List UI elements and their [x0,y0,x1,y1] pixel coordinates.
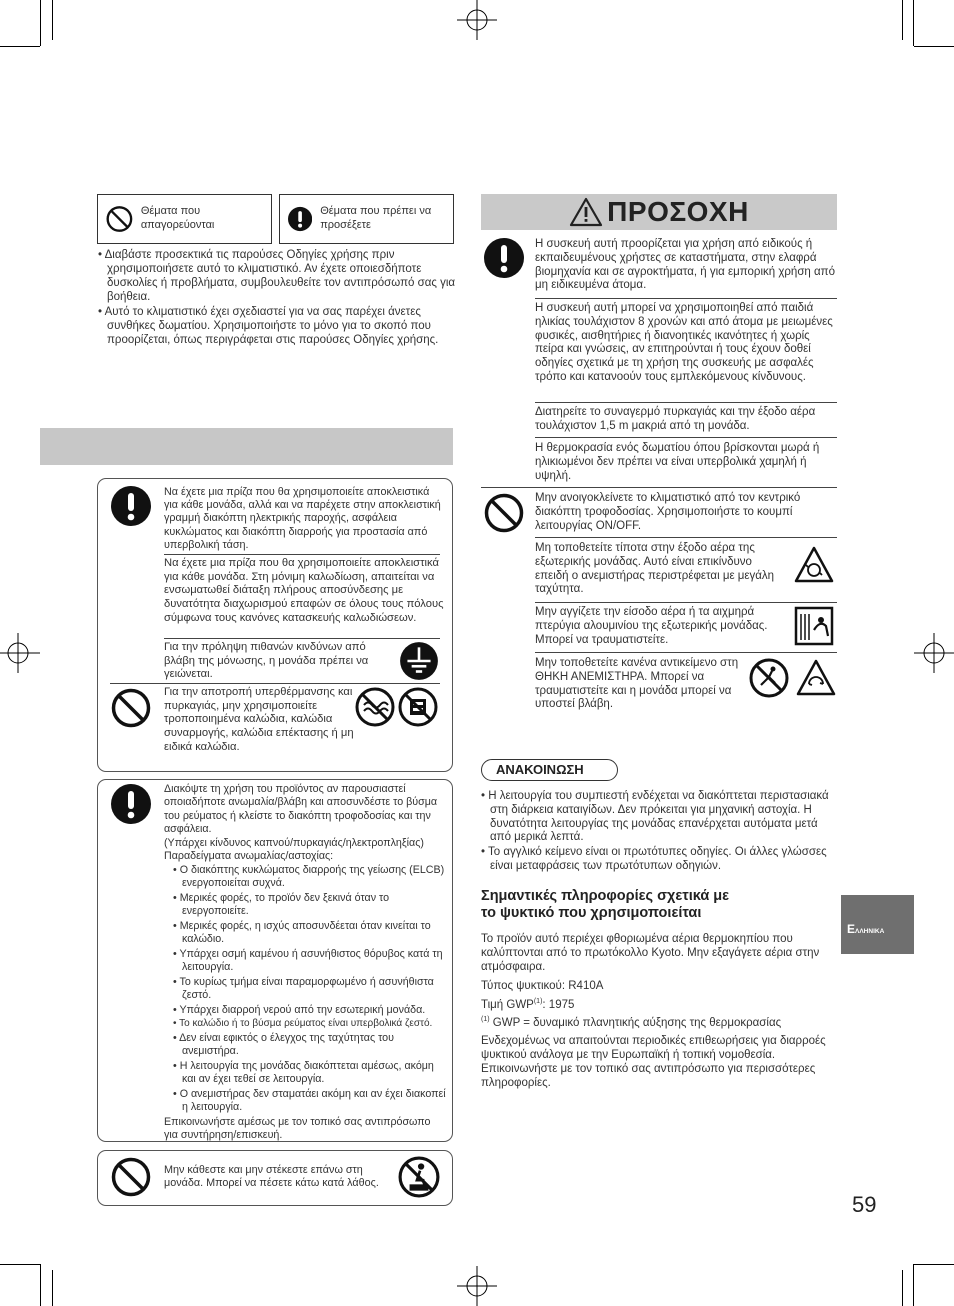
abnormality-bullet: • Μερικές φορές, το προϊόν δεν ξεκινά όταν το ενεργοποιείτε. [173,891,390,918]
caution-prohibited-item: Μη τοποθετείτε τίποτα στην έξοδο αέρα της εξωτερικής μονάδας. Αυτό είναι επικίνδυνο επειδή ο ανεμιστήρας περιστρέφεται με μεγάλη ταχύτητα. [535,542,775,596]
notice-bullet: • Το αγγλικό κείμενο είναι οι πρωτότυπες οδηγίες. Οι άλλες γλώσσες είναι μεταφράσεις των πρωτότυπων οδηγιών. [481,846,827,872]
caution-banner [481,194,837,230]
exclamation-icon [484,238,524,278]
stand-warning-text: Μην κάθεστε και μην στέκεστε επάνω στη μονάδα. Μπορεί να πέσετε κάτω κατά λάθος. [164,1164,379,1190]
gwp-line: Τιμή GWP$^{(1)}$: 1975 [481,998,575,1012]
abnormality-bullet: • Υπάρχει διαρροή νερού από την εσωτερική μονάδα. [173,1003,426,1016]
no-hand-in-fan-icon [749,658,789,698]
exclamation-icon [111,784,151,824]
caution-must-item: Η συσκευή αυτή προορίζεται για χρήση από ειδικούς ή εκπαιδευμένους χρήστες σε καταστήματα, στην ελαφρά βιομηχανία και σε αγροκτήματα, ή για εμπορική χρήση από μη ειδικευμένα άτομα. [535,238,835,292]
ground-icon [398,640,440,682]
caution-must-item: Διατηρείτε το συναγερμό πυρκαγιάς και την έξοδο αέρα τουλάχιστον 1,5 m μακριά από τη μονάδα. [535,406,816,432]
refrigerant-info: Το προϊόν αυτό περιέχει φθοριωμένα αέρια θερμοκηπίου που καλύπτονται από το πρωτόκολλο Kyoto. Μην εξαγάγετε αέρια στην ατμόσφαιρα. Τύπος ψυκτικού: R410A Τιμή GWP$^{(1)}$: 1975 $^{(1)}$ GWP = δυναμικό πλανητικής αύξησης της θερμοκρασίας Ενδεχομένως να απαιτούνται περιοδικές επιθεωρήσεις για διαρροές ψυκτικού ανάλογα με την Ευρωπαϊκή ή τοπική νομοθεσία. Επικοινωνήστε με τον τοπικό σας αντιπρόσωπο για περισσότερες πληροφορίες. [481,932,837,1090]
crop-mark [914,1264,954,1265]
notice-bullets [481,790,837,875]
crop-mark [913,0,914,46]
crop-mark [902,1270,903,1306]
registration-mark [457,1266,497,1306]
abnormality-bullet: • Το καλώδιο ή το βύσμα ρεύματος είναι υπερβολικά ζεστό. [173,1018,433,1030]
crop-mark [0,1264,40,1265]
abnormality-bullet: • Το κυρίως τμήμα είναι παραμορφωμένο ή ασυνήθιστα ζεστό. [173,975,434,1002]
warning-triangle-icon [569,197,603,227]
crop-mark [40,1264,41,1306]
registration-mark [0,633,40,673]
caution-must-item: Η συσκευή αυτή μπορεί να χρησιμοποιηθεί από παιδιά ηλικίας τουλάχιστον 8 χρονών και από άτομα με μειωμένες φυσικές, αισθητήριες ή διανοητικές ικανότητες ή χωρίς πείρα και γνώσεις, αν επιτηρούνται ή τους έχουν δοθεί οδηγίες σχετικά με τη χρήση της συσκευής με ασφαλές τρόπο και κατανοούν τους εμπλεκόμενους κίνδυνους. [535,302,833,383]
language-tab: EΛΛΗΝΙΚΑ [841,895,914,954]
crop-mark [52,0,53,40]
registration-mark [914,633,954,673]
abnormality-bullet: • Ο ανεμιστήρας δεν σταματάει ακόμη και αν έχει διακοπεί η λειτουργία. [173,1087,446,1114]
power-item-1: Να έχετε μια πρίζα που θα χρησιμοποιείτε αποκλειστικά για κάθε μονάδα, αλλά και να παρέχετε στην αποκλειστική γραμμή διακόπτη ηλεκτρικής παροχής, ασφάλεια κυκλώματος και διακόπτη διαρροής για προστασία από υπερβολική τάση. [164,486,441,551]
gwp-footnote: $^{(1)}$ GWP = δυναμικό πλανητικής αύξησης της θερμοκρασίας [481,1016,782,1030]
crop-mark [0,46,40,47]
crop-mark [902,0,903,40]
abnormality-text: Διακόψτε τη χρήση του προϊόντος αν παρουσιαστεί οποιαδήποτε ανωμαλία/βλάβη και αποσυνδέστε το βύσμα του ρεύματος ή κλείστε το διακόπτη τροφοδοσίας και την ασφάλεια. (Υπάρχει κίνδυνος καπνού/πυρκαγιάς/ηλεκτροπληξίας) Παραδείγματα ανωμαλίας/αστοχίας: • Ο διακόπτης κυκλώματος διαρροής της γείωσης (ELCB) ενεργοποιείται συχνά. • Μερικές φορές, το προϊόν δεν ξεκινά όταν το ενεργοποιείτε. • Μερικές φορές, η ισχύς αποσυνδέεται όταν κινείται το καλώδιο. • Υπάρχει οσμή καμένου ή ασυνήθιστος θόρυβος κατά τη λειτουργία. • Το κυρίως τμήμα είναι παραμορφωμένο ή ασυνήθιστα ζεστό. • Υπάρχει διαρροή νερού από την εσωτερική μονάδα. • Το καλώδιο ή το βύσμα ρεύματος είναι υπερβολικά ζεστό. • Δεν είναι εφικτός ο έλεγχος της ταχύτητας του ανεμιστήρα. • Η λειτουργία της μονάδας διακόπτεται αμέσως, ακόμη και αν έχει τεθεί σε λειτουργία. • Ο ανεμιστήρας δεν σταματάει ακόμη και αν έχει διακοπεί η λειτουργία. Επικοινωνήστε αμέσως με τον τοπικό σας αντιπρόσωπο για συντήρηση/επισκευή. [164,783,446,1142]
legend-must-label: Θέματα που πρέπει να προσέξετε [320,205,432,231]
registration-mark [457,0,497,40]
caution-prohibited-item: Μην ανοιγοκλείνετε το κλιματιστικό από τον κεντρικό διακόπτη τροφοδοσίας. Χρησιμοποιήστε το κουμπί λειτουργίας ON/OFF. [535,492,801,532]
caution-title: ΠΡΟΣΟΧΗ [607,195,749,227]
abnormality-bullet: • Ο διακόπτης κυκλώματος διαρροής της γείωσης (ELCB) ενεργοποιείται συχνά. [173,863,445,890]
warning-header-bar [40,428,453,465]
power-item-3: Για την πρόληψη πιθανών κινδύνων από βλάβη της μόνωσης, η μονάδα πρέπει να γειώνεται. [164,641,369,681]
power-prohibited-item: Για την αποτροπή υπερθέρμανσης και πυρκαγιάς, μην χρησιμοποιείτε τροποποιημένα καλώδια, καλώδια συναρμογής, καλώδια επέκτασης ή μη ειδικά καλώδια. [164,686,354,753]
power-item-2: Να έχετε μια πρίζα που θα χρησιμοποιείτε αποκλειστικά για κάθε μονάδα. Στη μόνιμη καλωδίωση, απαιτείται να ενσωματωθεί διάταξη πλήρους αποσύνδεσης με δυνατότητα διαχωρισμού επαφών σε όλους τους πόλους σύμφωνα τους κανόνες κατασκευής καλωδιώσεων. [164,557,444,624]
exclamation-icon [111,486,151,526]
caution-prohibited-item: Μην τοποθετείτε κανένα αντικείμενο στη ΘΗΚΗ ΑΝΕΜΙΣΤΗΡΑ. Μπορεί να τραυματιστείτε και η μονάδα μπορεί να υποστεί βλάβη. [535,657,739,711]
caution-prohibited-item: Μην αγγίζετε την είσοδο αέρα ή τα αιχμηρά πτερύγια αλουμινίου της εξωτερικής μονάδας. Μπορεί να τραυματιστείτε. [535,606,768,646]
abnormality-bullet: • Μερικές φορές, η ισχύς αποσυνδέεται όταν κινείται το καλώδιο. [173,919,431,946]
exclamation-icon [288,204,312,234]
intro-bullet: • Αυτό το κλιματιστικό έχει σχεδιαστεί για να σας παρέχει άνετες συνθήκες δωματίου. Χρησιμοποιήστε το μόνο για το σκοπό που προορίζεται, όπως περιγράφεται στις παρούσες Οδηγίες χρήσης. [98,306,439,347]
no-modified-cable-icon [355,687,395,727]
no-standing-icon [398,1156,440,1198]
prohibited-icon [111,1157,151,1197]
crop-mark [52,1270,53,1306]
legend-prohibited-label: Θέματα που απαγορεύονται [140,205,215,231]
crop-mark [913,1264,914,1306]
page-number: 59 [852,1192,877,1217]
abnormality-bullet: • Η λειτουργία της μονάδας διακόπτεται αμέσως, ακόμη και αν έχει τεθεί σε λειτουργία. [173,1059,434,1086]
notice-label: ΑΝΑΚΟΙΝΩΣΗ [481,759,618,781]
sharp-fins-warning-icon [794,606,834,646]
crop-mark [40,0,41,46]
prohibited-icon [106,205,133,233]
refrigerant-heading: Σημαντικές πληροφορίες σχετικά με το ψυκτικό που χρησιμοποιείται [481,888,730,922]
legend-prohibited [97,194,272,244]
intro-bullet: • Διαβάστε προσεκτικά τις παρούσες Οδηγίες χρήσης πριν χρησιμοποιήσετε αυτό το κλιματιστικό. Αν έχετε οποιεσδήποτε δυσκολίες ή προβλήματα, συμβουλευθείτε τον αντιπρόσωπό σας για βοήθεια. [98,249,456,304]
prohibited-icon [111,688,151,728]
caution-must-item: Η θερμοκρασία ενός δωματίου όπου βρίσκονται μωρά ή ηλικιωμένοι δεν πρέπει να είναι υπερβολικά χαμηλή ή υψηλή. [535,442,820,482]
no-extension-plug-icon [398,687,438,727]
notice-bullet: • Η λειτουργία του συμπιεστή ενδέχεται να διακόπτεται περιστασιακά στη διάρκεια καταιγίδων. Δεν πρόκειται για μηχανική αστοχία. Η δυνατότητα λειτουργίας της μονάδας επανέρχεται αυτόματα μετά από μερικά λεπτά. [481,790,829,844]
abnormality-bullet: • Δεν είναι εφικτός ο έλεγχος της ταχύτητας του ανεμιστήρα. [173,1031,394,1058]
crop-mark [914,46,954,47]
prohibited-icon [484,493,524,533]
intro-bullets [98,248,456,348]
legend-must-observe [279,194,454,244]
rotating-fan-warning-icon [794,545,834,585]
fan-rotation-warning-icon [796,658,836,698]
abnormality-bullet: • Υπάρχει οσμή καμένου ή ασυνήθιστος θόρυβος κατά τη λειτουργία. [173,947,443,974]
